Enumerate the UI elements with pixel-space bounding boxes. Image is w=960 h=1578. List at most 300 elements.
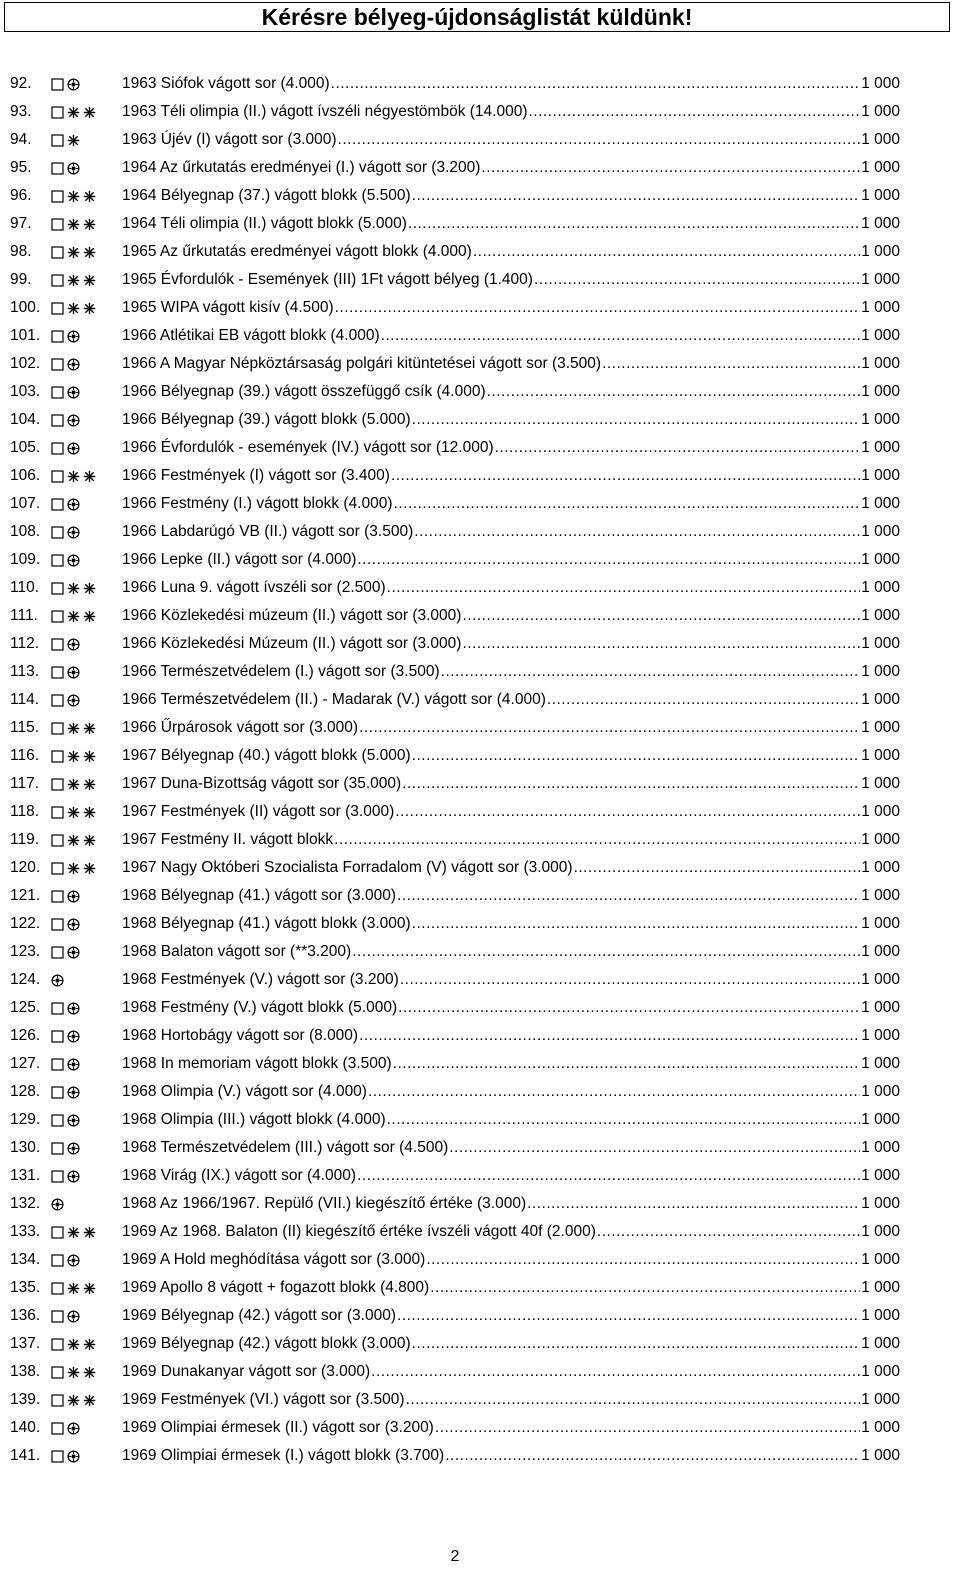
- item-number: 126.: [10, 1027, 41, 1044]
- dotted-circle-icon: [67, 162, 80, 175]
- dot-leader: [357, 1162, 860, 1190]
- item-number: 113.: [10, 663, 40, 680]
- checkbox-square-icon: [51, 750, 64, 763]
- dot-leader: [381, 322, 861, 350]
- item-symbols: [51, 686, 80, 714]
- stamp-list: [0, 70, 960, 1470]
- item-line: [122, 434, 900, 462]
- item-price: 1 000: [861, 1363, 900, 1380]
- dot-leader: [473, 238, 860, 266]
- item-line: [122, 630, 900, 658]
- asterisk-star-icon: [83, 246, 96, 259]
- item-symbols: [51, 518, 80, 546]
- list-item: [0, 238, 960, 266]
- item-number: 132.: [10, 1195, 41, 1212]
- item-price: 1 000: [861, 775, 900, 792]
- item-price: 1 000: [861, 635, 900, 652]
- item-line: [122, 518, 900, 546]
- item-number: 109.: [10, 551, 41, 568]
- dot-leader: [395, 798, 860, 826]
- dot-leader: [331, 70, 861, 98]
- checkbox-square-icon: [51, 274, 64, 287]
- item-number: 123.: [10, 943, 41, 960]
- item-number: 137.: [10, 1335, 41, 1352]
- asterisk-star-icon: [83, 722, 96, 735]
- item-line: [122, 798, 900, 826]
- list-item: [0, 630, 960, 658]
- item-description: 1968 Festmények (V.) vágott sor (3.200): [122, 971, 399, 988]
- dotted-circle-icon: [67, 1254, 80, 1267]
- item-number: 107.: [10, 495, 41, 512]
- item-description: 1968 Olimpia (III.) vágott blokk (4.000): [122, 1111, 386, 1128]
- list-item: [0, 322, 960, 350]
- dot-leader: [529, 98, 861, 126]
- dot-leader: [400, 966, 860, 994]
- dotted-circle-icon: [51, 1198, 64, 1211]
- item-line: [122, 1302, 900, 1330]
- item-line: [122, 406, 900, 434]
- checkbox-square-icon: [51, 1338, 64, 1351]
- item-line: [122, 1078, 900, 1106]
- dot-leader: [527, 1190, 860, 1218]
- item-price: 1 000: [861, 103, 900, 120]
- item-number: 127.: [10, 1055, 41, 1072]
- dotted-circle-icon: [67, 1086, 80, 1099]
- item-price: 1 000: [861, 1167, 900, 1184]
- asterisk-star-icon: [67, 246, 80, 259]
- dot-leader: [394, 490, 861, 518]
- item-line: [122, 1190, 900, 1218]
- list-item: [0, 574, 960, 602]
- list-item: [0, 1302, 960, 1330]
- list-item: [0, 966, 960, 994]
- list-item: [0, 658, 960, 686]
- dotted-circle-icon: [67, 1310, 80, 1323]
- asterisk-star-icon: [67, 582, 80, 595]
- item-symbols: [51, 462, 96, 490]
- item-description: 1966 Közlekedési Múzeum (II.) vágott sor (3.000): [122, 635, 462, 652]
- item-price: 1 000: [861, 1335, 900, 1352]
- item-price: 1 000: [861, 999, 900, 1016]
- item-symbols: [51, 714, 96, 742]
- item-number: 140.: [10, 1419, 41, 1436]
- item-number: 129.: [10, 1111, 41, 1128]
- checkbox-square-icon: [51, 1310, 64, 1323]
- list-item: [0, 126, 960, 154]
- item-line: [122, 686, 900, 714]
- item-line: [122, 1330, 900, 1358]
- item-symbols: [51, 882, 80, 910]
- dotted-circle-icon: [67, 442, 80, 455]
- list-item: [0, 1246, 960, 1274]
- item-price: 1 000: [861, 691, 900, 708]
- dot-leader: [412, 910, 861, 938]
- item-line: [122, 574, 900, 602]
- item-price: 1 000: [861, 915, 900, 932]
- item-symbols: [51, 434, 80, 462]
- list-item: [0, 546, 960, 574]
- item-description: 1964 Az űrkutatás eredményei (I.) vágott sor (3.200): [122, 159, 481, 176]
- page-title-banner: [4, 2, 950, 32]
- item-price: 1 000: [861, 523, 900, 540]
- asterisk-star-icon: [83, 106, 96, 119]
- item-description: 1966 Labdarúgó VB (II.) vágott sor (3.500): [122, 523, 414, 540]
- asterisk-star-icon: [67, 106, 80, 119]
- checkbox-square-icon: [51, 162, 64, 175]
- asterisk-star-icon: [83, 862, 96, 875]
- checkbox-square-icon: [51, 106, 64, 119]
- asterisk-star-icon: [67, 862, 80, 875]
- item-symbols: [51, 378, 80, 406]
- item-description: 1963 Újév (I) vágott sor (3.000): [122, 131, 337, 148]
- item-description: 1966 Festmény (I.) vágott blokk (4.000): [122, 495, 393, 512]
- item-number: 101.: [10, 327, 41, 344]
- list-item: [0, 602, 960, 630]
- checkbox-square-icon: [51, 806, 64, 819]
- item-description: 1967 Duna-Bizottság vágott sor (35.000): [122, 775, 402, 792]
- item-number: 108.: [10, 523, 41, 540]
- item-symbols: [51, 1162, 80, 1190]
- item-line: [122, 1162, 900, 1190]
- checkbox-square-icon: [51, 386, 64, 399]
- list-item: [0, 1134, 960, 1162]
- item-price: 1 000: [861, 411, 900, 428]
- list-item: [0, 406, 960, 434]
- dotted-circle-icon: [67, 1170, 80, 1183]
- checkbox-square-icon: [51, 666, 64, 679]
- dot-leader: [398, 994, 860, 1022]
- item-description: 1966 Atlétikai EB vágott blokk (4.000): [122, 327, 380, 344]
- dot-leader: [597, 1218, 860, 1246]
- dot-leader: [426, 1246, 860, 1274]
- item-symbols: [51, 798, 96, 826]
- item-number: 134.: [10, 1251, 41, 1268]
- item-line: [122, 154, 900, 182]
- list-item: [0, 518, 960, 546]
- item-description: 1964 Téli olimpia (II.) vágott blokk (5.000): [122, 215, 407, 232]
- item-description: 1969 Bélyegnap (42.) vágott sor (3.000): [122, 1307, 397, 1324]
- item-description: 1967 Festmény II. vágott blokk: [122, 831, 334, 848]
- item-line: [122, 70, 900, 98]
- item-line: [122, 938, 900, 966]
- list-item: [0, 98, 960, 126]
- item-price: 1 000: [861, 1307, 900, 1324]
- dotted-circle-icon: [51, 974, 64, 987]
- dotted-circle-icon: [67, 526, 80, 539]
- checkbox-square-icon: [51, 218, 64, 231]
- item-price: 1 000: [861, 159, 900, 176]
- asterisk-star-icon: [67, 610, 80, 623]
- item-price: 1 000: [861, 747, 900, 764]
- item-number: 136.: [10, 1307, 41, 1324]
- item-description: 1965 Az űrkutatás eredményei vágott blokk (4.000): [122, 243, 472, 260]
- checkbox-square-icon: [51, 358, 64, 371]
- item-description: 1968 Természetvédelem (III.) vágott sor (4.500): [122, 1139, 449, 1156]
- dot-leader: [602, 350, 860, 378]
- asterisk-star-icon: [83, 470, 96, 483]
- item-number: 100.: [10, 299, 41, 316]
- item-description: 1968 Bélyegnap (41.) vágott blokk (3.000): [122, 915, 411, 932]
- dotted-circle-icon: [67, 358, 80, 371]
- item-number: 118.: [10, 803, 40, 820]
- checkbox-square-icon: [51, 1058, 64, 1071]
- item-description: 1966 Természetvédelem (I.) vágott sor (3.500): [122, 663, 440, 680]
- item-description: 1968 Bélyegnap (41.) vágott sor (3.000): [122, 887, 397, 904]
- asterisk-star-icon: [67, 274, 80, 287]
- item-symbols: [51, 1190, 64, 1218]
- item-line: [122, 210, 900, 238]
- item-number: 116.: [10, 747, 40, 764]
- dot-leader: [397, 1302, 860, 1330]
- item-price: 1 000: [861, 383, 900, 400]
- item-description: 1968 Az 1966/1967. Repülő (VII.) kiegészítő értéke (3.000): [122, 1195, 527, 1212]
- checkbox-square-icon: [51, 470, 64, 483]
- item-description: 1966 Bélyegnap (39.) vágott blokk (5.000): [122, 411, 411, 428]
- item-symbols: [51, 854, 96, 882]
- list-item: [0, 686, 960, 714]
- item-price: 1 000: [861, 1195, 900, 1212]
- dot-leader: [402, 770, 860, 798]
- item-symbols: [51, 994, 80, 1022]
- checkbox-square-icon: [51, 302, 64, 315]
- dot-leader: [352, 938, 860, 966]
- item-description: 1963 Téli olimpia (II.) vágott ívszéli négyestömbök (14.000): [122, 103, 528, 120]
- item-number: 115.: [10, 719, 40, 736]
- item-price: 1 000: [861, 271, 900, 288]
- item-symbols: [51, 1386, 96, 1414]
- item-symbols: [51, 266, 96, 294]
- checkbox-square-icon: [51, 946, 64, 959]
- list-item: [0, 70, 960, 98]
- item-description: 1965 WIPA vágott kisív (4.500): [122, 299, 334, 316]
- item-description: 1968 Festmény (V.) vágott blokk (5.000): [122, 999, 398, 1016]
- item-price: 1 000: [861, 187, 900, 204]
- list-item: [0, 154, 960, 182]
- dot-leader: [359, 714, 860, 742]
- item-price: 1 000: [861, 1055, 900, 1072]
- dot-leader: [371, 1358, 860, 1386]
- dot-leader: [357, 546, 860, 574]
- list-item: [0, 770, 960, 798]
- item-symbols: [51, 1274, 96, 1302]
- checkbox-square-icon: [51, 190, 64, 203]
- item-symbols: [51, 154, 80, 182]
- item-number: 105.: [10, 439, 41, 456]
- item-number: 93.: [10, 103, 32, 120]
- dot-leader: [462, 602, 860, 630]
- asterisk-star-icon: [67, 470, 80, 483]
- dotted-circle-icon: [67, 1114, 80, 1127]
- item-number: 138.: [10, 1363, 41, 1380]
- item-description: 1967 Bélyegnap (40.) vágott blokk (5.000): [122, 747, 411, 764]
- dotted-circle-icon: [67, 1422, 80, 1435]
- item-description: 1968 Virág (IX.) vágott sor (4.000): [122, 1167, 357, 1184]
- item-number: 98.: [10, 243, 32, 260]
- item-price: 1 000: [861, 1111, 900, 1128]
- item-price: 1 000: [861, 327, 900, 344]
- asterisk-star-icon: [67, 834, 80, 847]
- item-line: [122, 910, 900, 938]
- list-item: [0, 1442, 960, 1470]
- item-line: [122, 378, 900, 406]
- item-symbols: [51, 490, 80, 518]
- dot-leader: [397, 882, 860, 910]
- item-line: [122, 1050, 900, 1078]
- asterisk-star-icon: [83, 582, 96, 595]
- item-number: 92.: [10, 75, 32, 92]
- item-number: 104.: [10, 411, 41, 428]
- asterisk-star-icon: [83, 1366, 96, 1379]
- item-symbols: [51, 1414, 80, 1442]
- asterisk-star-icon: [83, 750, 96, 763]
- item-symbols: [51, 1078, 80, 1106]
- item-symbols: [51, 1218, 96, 1246]
- dotted-circle-icon: [67, 498, 80, 511]
- item-line: [122, 1386, 900, 1414]
- item-symbols: [51, 350, 80, 378]
- item-price: 1 000: [861, 1279, 900, 1296]
- asterisk-star-icon: [67, 1338, 80, 1351]
- page-number: 2: [450, 1548, 460, 1565]
- item-line: [122, 1022, 900, 1050]
- list-item: [0, 1274, 960, 1302]
- list-item: [0, 1386, 960, 1414]
- checkbox-square-icon: [51, 1254, 64, 1267]
- asterisk-star-icon: [83, 1282, 96, 1295]
- item-description: 1969 Olimpiai érmesek (II.) vágott sor (3.200): [122, 1419, 434, 1436]
- asterisk-star-icon: [83, 610, 96, 623]
- dot-leader: [487, 378, 861, 406]
- item-line: [122, 98, 900, 126]
- checkbox-square-icon: [51, 526, 64, 539]
- item-line: [122, 266, 900, 294]
- item-price: 1 000: [861, 75, 900, 92]
- item-description: 1966 A Magyar Népköztársaság polgári kitüntetései vágott sor (3.500): [122, 355, 602, 372]
- item-symbols: [51, 1106, 80, 1134]
- dotted-circle-icon: [67, 1058, 80, 1071]
- item-symbols: [51, 1134, 80, 1162]
- item-symbols: [51, 546, 80, 574]
- item-line: [122, 1358, 900, 1386]
- item-symbols: [51, 70, 80, 98]
- list-item: [0, 714, 960, 742]
- item-symbols: [51, 1302, 80, 1330]
- dotted-circle-icon: [67, 1002, 80, 1015]
- dot-leader: [534, 266, 860, 294]
- dot-leader: [449, 1134, 860, 1162]
- dot-leader: [393, 1050, 861, 1078]
- item-number: 128.: [10, 1083, 41, 1100]
- dot-leader: [335, 294, 861, 322]
- item-price: 1 000: [861, 439, 900, 456]
- checkbox-square-icon: [51, 498, 64, 511]
- page-title: Kérésre bélyeg-újdonságlistát küldünk!: [261, 3, 693, 30]
- item-line: [122, 1134, 900, 1162]
- dot-leader: [387, 1106, 861, 1134]
- item-symbols: [51, 966, 64, 994]
- checkbox-square-icon: [51, 582, 64, 595]
- item-line: [122, 602, 900, 630]
- item-number: 110.: [10, 579, 40, 596]
- asterisk-star-icon: [67, 1226, 80, 1239]
- item-symbols: [51, 210, 96, 238]
- item-description: 1966 Évfordulók - események (IV.) vágott sor (12.000): [122, 439, 494, 456]
- item-number: 95.: [10, 159, 32, 176]
- list-item: [0, 994, 960, 1022]
- asterisk-star-icon: [67, 722, 80, 735]
- dotted-circle-icon: [67, 78, 80, 91]
- dotted-circle-icon: [67, 1030, 80, 1043]
- item-number: 97.: [10, 215, 32, 232]
- item-price: 1 000: [861, 355, 900, 372]
- dot-leader: [441, 658, 861, 686]
- item-line: [122, 826, 900, 854]
- item-number: 131.: [10, 1167, 41, 1184]
- dot-leader: [387, 574, 861, 602]
- item-number: 102.: [10, 355, 41, 372]
- item-line: [122, 350, 900, 378]
- item-description: 1963 Siófok vágott sor (4.000): [122, 75, 330, 92]
- item-price: 1 000: [861, 607, 900, 624]
- item-symbols: [51, 322, 80, 350]
- dot-leader: [391, 462, 860, 490]
- item-price: 1 000: [861, 1223, 900, 1240]
- checkbox-square-icon: [51, 1422, 64, 1435]
- list-item: [0, 490, 960, 518]
- checkbox-square-icon: [51, 1114, 64, 1127]
- list-item: [0, 938, 960, 966]
- item-line: [122, 994, 900, 1022]
- asterisk-star-icon: [83, 1226, 96, 1239]
- dot-leader: [574, 854, 861, 882]
- item-price: 1 000: [861, 719, 900, 736]
- asterisk-star-icon: [83, 1394, 96, 1407]
- item-price: 1 000: [861, 1027, 900, 1044]
- item-description: 1969 Festmények (VI.) vágott sor (3.500): [122, 1391, 405, 1408]
- item-line: [122, 322, 900, 350]
- item-description: 1965 Évfordulók - Események (III) 1Ft vágott bélyeg (1.400): [122, 271, 533, 288]
- item-description: 1969 Dunakanyar vágott sor (3.000): [122, 1363, 371, 1380]
- list-item: [0, 742, 960, 770]
- dotted-circle-icon: [67, 918, 80, 931]
- list-item: [0, 266, 960, 294]
- item-description: 1967 Festmények (II) vágott sor (3.000): [122, 803, 395, 820]
- list-item: [0, 1022, 960, 1050]
- item-description: 1966 Bélyegnap (39.) vágott összefüggő csík (4.000): [122, 383, 486, 400]
- list-item: [0, 1358, 960, 1386]
- item-line: [122, 294, 900, 322]
- item-description: 1966 Természetvédelem (II.) - Madarak (V.) vágott sor (4.000): [122, 691, 546, 708]
- item-price: 1 000: [861, 1447, 900, 1464]
- item-price: 1 000: [861, 1139, 900, 1156]
- item-description: 1966 Festmények (I) vágott sor (3.400): [122, 467, 390, 484]
- item-number: 133.: [10, 1223, 41, 1240]
- item-price: 1 000: [861, 1391, 900, 1408]
- asterisk-star-icon: [67, 1394, 80, 1407]
- item-line: [122, 1106, 900, 1134]
- checkbox-square-icon: [51, 1142, 64, 1155]
- item-line: [122, 1442, 900, 1470]
- dotted-circle-icon: [67, 666, 80, 679]
- dotted-circle-icon: [67, 1450, 80, 1463]
- list-item: [0, 826, 960, 854]
- item-description: 1964 Bélyegnap (37.) vágott blokk (5.500): [122, 187, 411, 204]
- checkbox-square-icon: [51, 246, 64, 259]
- item-price: 1 000: [861, 215, 900, 232]
- item-line: [122, 1274, 900, 1302]
- dot-leader: [412, 406, 861, 434]
- dot-leader: [368, 1078, 860, 1106]
